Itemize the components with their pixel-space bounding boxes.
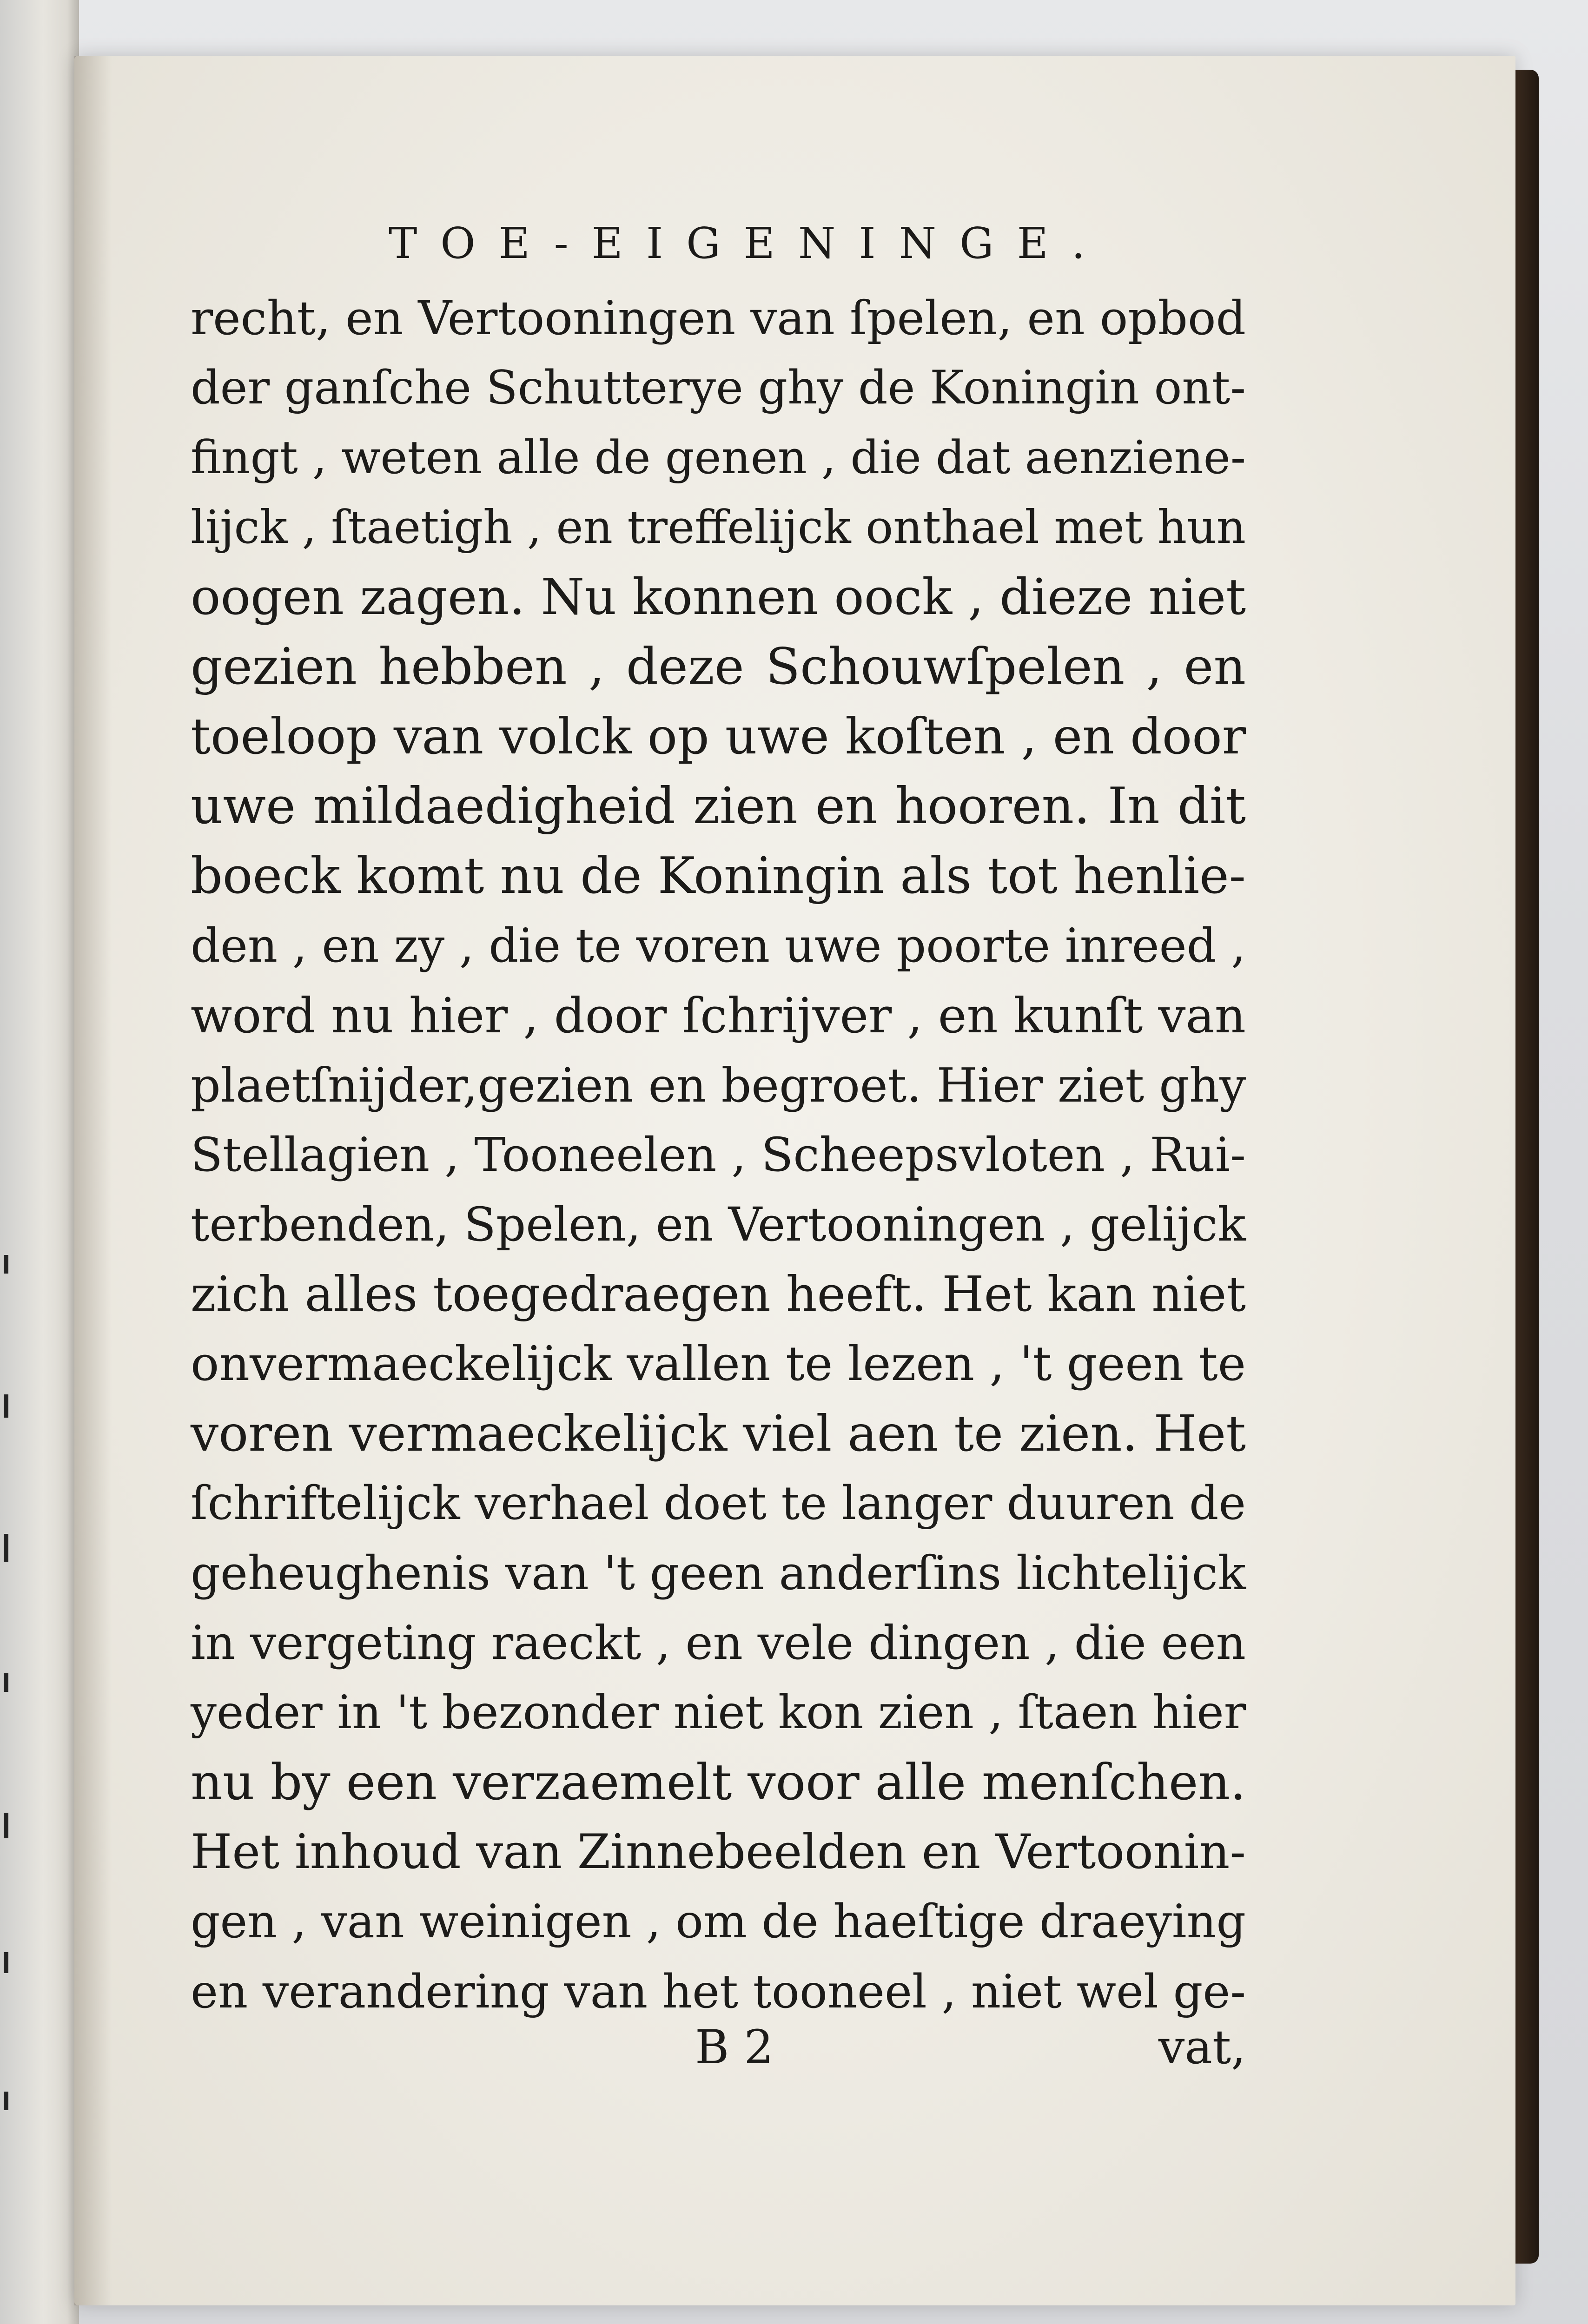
left-facing-page-edge [0,0,79,2324]
text-line: toeloop van volck op uwe koſten , en door [191,708,1246,766]
page-footer [191,2013,1246,2082]
text-line: der ganſche Schutterye ghy de Koningin ont- [191,361,1246,415]
text-line: onvermaeckelijck vallen te lezen , 't geen te [191,1336,1246,1392]
text-line: boeck komt nu de Koningin als tot henlie- [191,847,1246,905]
text-line: en verandering van het tooneel , niet wel ge- [191,1965,1246,2019]
text-line: den , en zy , die te voren uwe poorte inreed , [191,918,1246,973]
text-line: word nu hier , door ſchrijver , en kunſt van [191,987,1246,1044]
text-line: gen , van weinigen , om de haeſtige draeying [191,1895,1246,1948]
text-line: voren vermaeckelijck viel aen te zien. Het [191,1405,1246,1463]
text-line: oogen zagen. Nu konnen oock , dieze niet [191,568,1246,626]
text-line: in vergeting raeckt , en vele dingen , die een [191,1616,1246,1670]
text-line: Het inhoud van Zinnebeelden en Vertoonin- [191,1824,1246,1880]
text-line: gezien hebben , deze Schouwſpelen , en [191,638,1246,696]
text-line: Stellagien , Tooneelen , Scheepsvloten , Rui- [191,1128,1246,1182]
text-line: recht, en Vertooningen van ſpelen, en opbod [191,291,1246,345]
signature-mark: B 2 [695,2020,774,2074]
running-head: TOE-EIGENINGE. [388,218,1109,268]
text-line: geheughenis van 't geen anderſins lichtelijck [191,1546,1246,1600]
text-line: fingt , weten alle de genen , die dat aenziene- [191,431,1246,484]
text-line: nu by een verzaemelt voor alle menſchen. [191,1754,1246,1811]
catchword: vat, [1158,2020,1246,2074]
text-line: plaetſnijder,gezien en begroet. Hier ziet ghy [191,1058,1246,1113]
text-line: zich alles toegedraegen heeft. Het kan niet [191,1267,1246,1322]
text-line: ſchriftelijck verhael doet te langer duuren de [191,1477,1246,1530]
text-line: uwe mildaedigheid zien en hooren. In dit [191,777,1246,835]
text-line: yeder in 't bezonder niet kon zien , ſtaen hier [191,1686,1246,1739]
page-fold-shadow [74,56,112,2305]
text-line: lijck , ſtaetigh , en treffelijck onthael met hun [191,501,1246,554]
body-text [191,284,1246,2027]
text-line: terbenden, Spelen, en Vertooningen , gelijck [191,1197,1246,1252]
left-page-ink-marks [0,1255,28,2185]
